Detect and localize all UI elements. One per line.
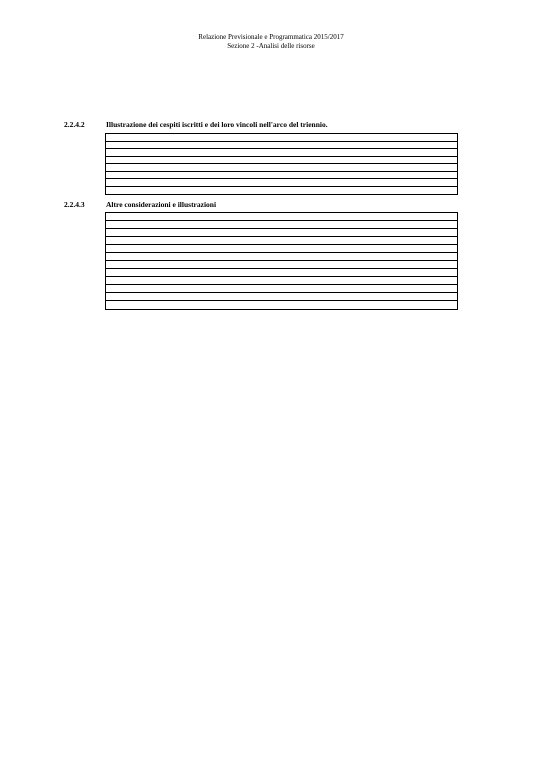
section-number: 2.2.4.3 bbox=[64, 200, 85, 209]
blank-line[interactable] bbox=[106, 179, 457, 187]
blank-lines-box-2-2-4-3[interactable] bbox=[105, 212, 458, 310]
blank-line[interactable] bbox=[106, 213, 457, 221]
blank-line[interactable] bbox=[106, 293, 457, 301]
section-title: Altre considerazioni e illustrazioni bbox=[106, 200, 217, 209]
blank-line[interactable] bbox=[106, 172, 457, 180]
blank-line[interactable] bbox=[106, 187, 457, 195]
blank-line[interactable] bbox=[106, 245, 457, 253]
blank-line[interactable] bbox=[106, 221, 457, 229]
blank-line[interactable] bbox=[106, 285, 457, 293]
blank-line[interactable] bbox=[106, 237, 457, 245]
blank-line[interactable] bbox=[106, 157, 457, 165]
section-title: Illustrazione dei cespiti iscritti e dei loro vincoli nell'arco del triennio. bbox=[106, 120, 328, 129]
section-number: 2.2.4.2 bbox=[64, 120, 85, 129]
blank-line[interactable] bbox=[106, 134, 457, 142]
blank-line[interactable] bbox=[106, 164, 457, 172]
report-title: Relazione Previsionale e Programmatica 2015/2017 bbox=[198, 33, 344, 41]
section-heading-2-2-4-3 bbox=[64, 200, 216, 209]
blank-line[interactable] bbox=[106, 277, 457, 285]
page-header bbox=[0, 33, 542, 51]
section-heading-2-2-4-2 bbox=[64, 120, 328, 129]
blank-line[interactable] bbox=[106, 261, 457, 269]
blank-line[interactable] bbox=[106, 301, 457, 309]
blank-line[interactable] bbox=[106, 229, 457, 237]
blank-line[interactable] bbox=[106, 149, 457, 157]
blank-lines-box-2-2-4-2[interactable] bbox=[105, 133, 458, 195]
blank-line[interactable] bbox=[106, 142, 457, 150]
section-subtitle: Sezione 2 -Analisi delle risorse bbox=[227, 42, 315, 50]
blank-line[interactable] bbox=[106, 269, 457, 277]
blank-line[interactable] bbox=[106, 253, 457, 261]
